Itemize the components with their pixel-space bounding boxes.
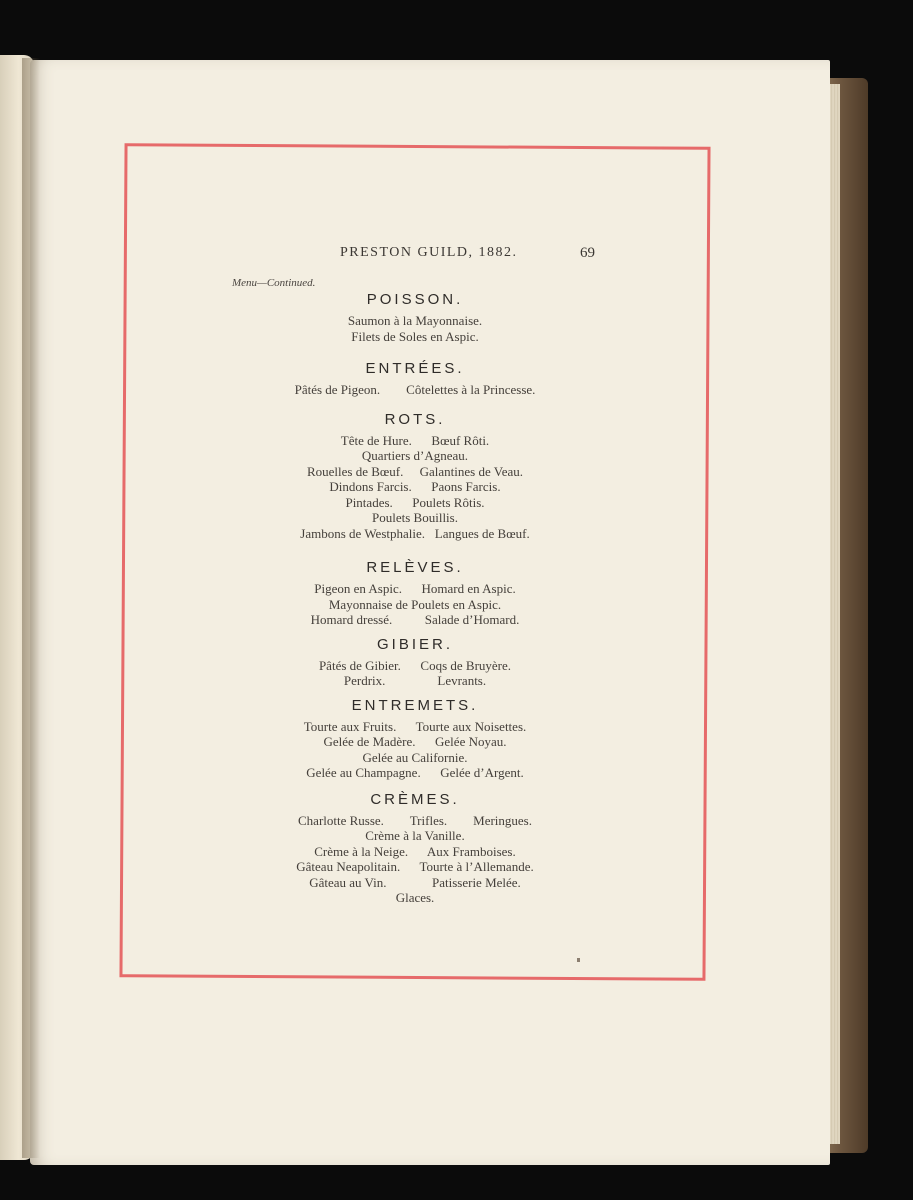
section-heading: ENTRÉES. xyxy=(365,360,465,377)
menu-item-line: Tête de Hure. Bœuf Rôti. xyxy=(340,432,490,448)
menu-section xyxy=(150,559,680,628)
menu-item-line: Rouelles de Bœuf. Galantines de Veau. xyxy=(306,463,524,479)
menu-section xyxy=(150,360,680,398)
menu-item-line: Pigeon en Aspic. Homard en Aspic. xyxy=(314,581,516,596)
menu-item-line: Glaces. xyxy=(395,890,435,905)
menu-item-line: Pâtés de Gibier. Coqs de Bruyère. xyxy=(318,657,512,673)
menu-item-line: Filets de Soles en Aspic. xyxy=(351,328,479,344)
menu-item-line: Homard dressé. Salade d’Homard. xyxy=(310,612,520,627)
menu-item-line: Gelée de Madère. Gelée Noyau. xyxy=(323,734,507,749)
continued-label: Menu—Continued. xyxy=(232,277,316,289)
page-mark xyxy=(577,958,580,962)
menu-item-line: Pintades. Poulets Rôtis. xyxy=(345,494,485,510)
menu-item-line: Gelée au Champagne. Gelée d’Argent. xyxy=(306,765,524,780)
menu-item-line: Gelée au Californie. xyxy=(362,749,468,765)
menu-item-line: Dindons Farcis. Paons Farcis. xyxy=(329,479,501,494)
menu-item-line: Pâtés de Pigeon. Côtelettes à la Princesse. xyxy=(294,382,536,397)
book-gutter xyxy=(22,58,40,1158)
menu-item-line: Saumon à la Mayonnaise. xyxy=(347,313,483,328)
page-number: 69 xyxy=(580,245,595,261)
menu-item-line: Crème à la Neige. Aux Framboises. xyxy=(314,843,516,859)
running-head xyxy=(150,245,680,267)
menu-sections xyxy=(150,291,680,906)
menu-item-line: Perdrix. Levrants. xyxy=(343,673,487,688)
menu-item-line: Gâteau au Vin. Patisserie Melée. xyxy=(309,874,521,890)
menu-section xyxy=(150,791,680,906)
menu-section xyxy=(150,697,680,781)
section-heading: ROTS. xyxy=(384,410,446,428)
section-heading: GIBIER. xyxy=(376,635,453,653)
menu-item-line: Charlotte Russe. Trifles. Meringues. xyxy=(298,812,532,828)
section-heading: CRÈMES. xyxy=(370,790,460,808)
menu-item-line: Mayonnaise de Poulets en Aspic. xyxy=(328,596,502,612)
menu-section xyxy=(150,636,680,689)
menu-item-line: Jambons de Westphalie. Langues de Bœuf. xyxy=(300,525,530,541)
section-heading: POISSON. xyxy=(366,291,464,308)
menu-item-line: Poulets Bouillis. xyxy=(372,510,458,525)
running-title: PRESTON GUILD, 1882. xyxy=(340,245,518,260)
menu-item-line: Crème à la Vanille. xyxy=(365,828,465,843)
menu-item-line: Tourte aux Fruits. Tourte aux Noisettes. xyxy=(303,718,527,734)
menu-item-line: Quartiers d’Agneau. xyxy=(361,448,469,463)
section-heading: RELÈVES. xyxy=(366,559,464,576)
menu-section xyxy=(150,291,680,344)
menu-item-line: Gâteau Neapolitain. Tourte à l’Allemande. xyxy=(296,859,534,874)
menu-section xyxy=(150,411,680,542)
section-heading: ENTREMETS. xyxy=(351,696,479,714)
menu-content xyxy=(150,245,680,905)
